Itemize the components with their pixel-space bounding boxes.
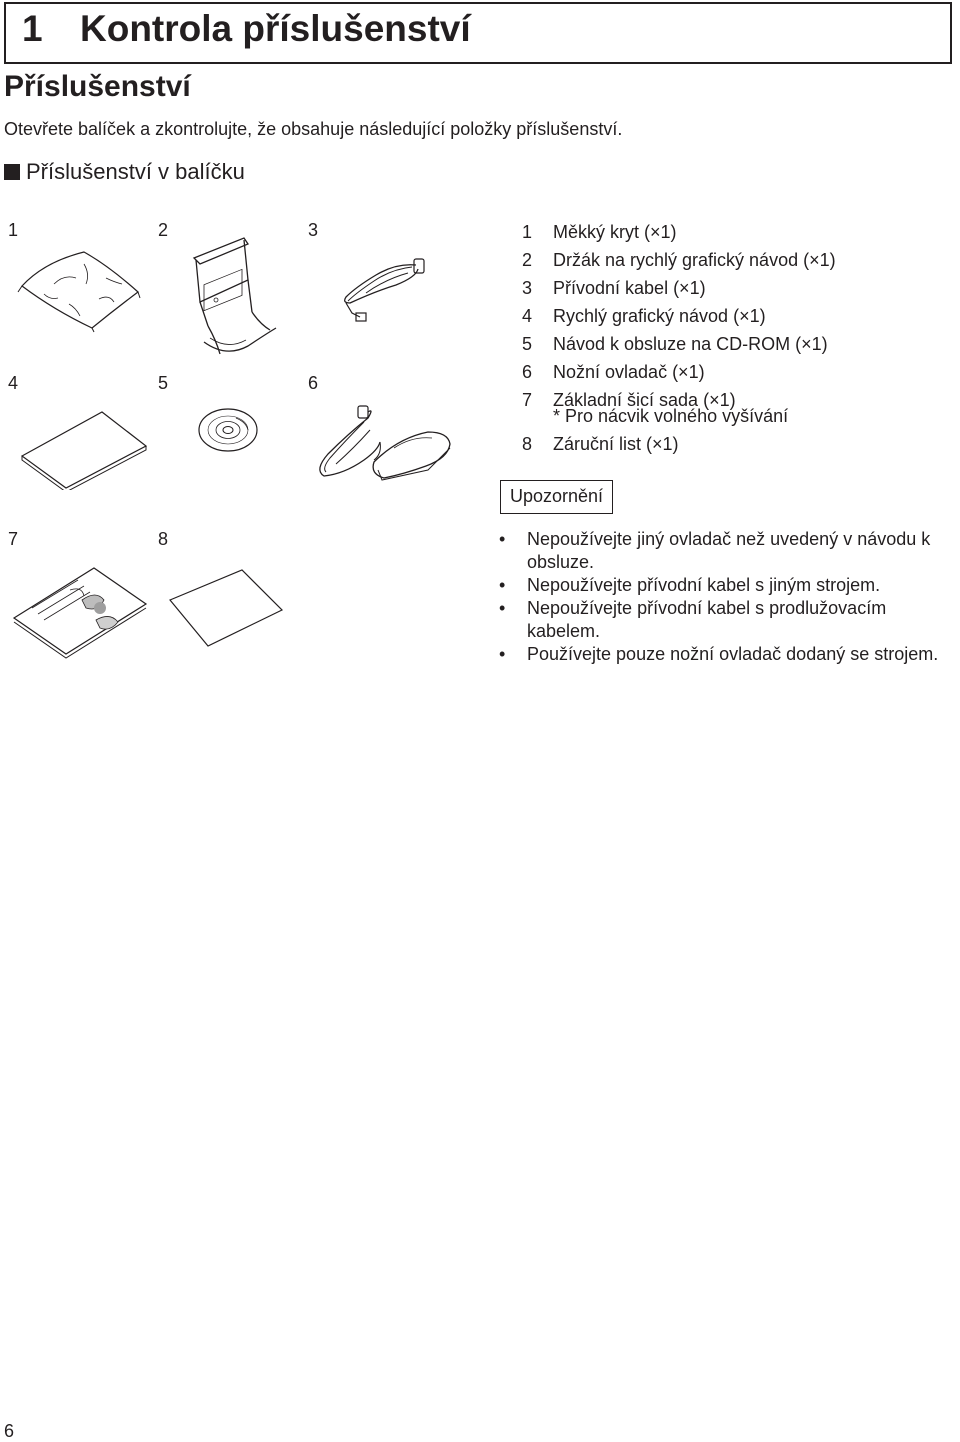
sewing-kit-illustration (12, 560, 148, 662)
quick-guide-booklet-illustration (18, 406, 150, 490)
subheading-text: Příslušenství v balíčku (26, 159, 245, 184)
cd-rom-illustration (196, 404, 262, 454)
guide-holder-illustration (186, 230, 286, 365)
list-item: 1 Měkký kryt (×1) (522, 222, 677, 242)
figure-number-8: 8 (158, 529, 169, 549)
figure-number-5: 5 (158, 373, 169, 393)
subheading (4, 159, 245, 185)
figure-number-7: 7 (8, 529, 19, 549)
warranty-card-illustration (166, 566, 286, 650)
list-item: 8 Záruční list (×1) (522, 434, 679, 454)
soft-cover-illustration (14, 244, 144, 334)
intro-text: Otevřete balíček a zkontrolujte, že obsahuje následující položky příslušenství. (4, 119, 623, 139)
section-title: Příslušenství (4, 70, 191, 103)
figure-number-4: 4 (8, 373, 19, 393)
figure-number-2: 2 (158, 220, 169, 240)
page-number: 6 (4, 1421, 15, 1441)
figure-number-3: 3 (308, 220, 319, 240)
list-item: 5 Návod k obsluze na CD-ROM (×1) (522, 334, 828, 354)
chapter-title: Kontrola příslušenství (80, 8, 471, 49)
chapter-number: 1 (22, 8, 43, 49)
caution-label: Upozornění (500, 480, 613, 514)
foot-controller-illustration (308, 404, 458, 486)
item-7-note: * Pro nácvik volného vyšívání (553, 406, 789, 426)
list-item: 4 Rychlý grafický návod (×1) (522, 306, 766, 326)
list-item: 7 Základní šicí sada (×1) (522, 390, 736, 410)
figure-number-6: 6 (308, 373, 319, 393)
list-item: 3 Přívodní kabel (×1) (522, 278, 706, 298)
list-item: 6 Nožní ovladač (×1) (522, 362, 705, 382)
caution-item: • Nepoužívejte přívodní kabel s prodlužovacím kabelem. (499, 598, 887, 641)
square-bullet-icon (4, 164, 20, 180)
caution-item: • Nepoužívejte přívodní kabel s jiným strojem. (499, 575, 881, 595)
caution-list (496, 528, 956, 666)
caution-item: • Používejte pouze nožní ovladač dodaný se strojem. (499, 644, 939, 664)
power-cable-illustration (336, 255, 428, 325)
caution-item: • Nepoužívejte jiný ovladač než uvedený v návodu k obsluze. (499, 529, 931, 572)
accessory-list (522, 218, 836, 414)
figure-number-1: 1 (8, 220, 19, 240)
list-item: 2 Držák na rychlý grafický návod (×1) (522, 250, 836, 270)
